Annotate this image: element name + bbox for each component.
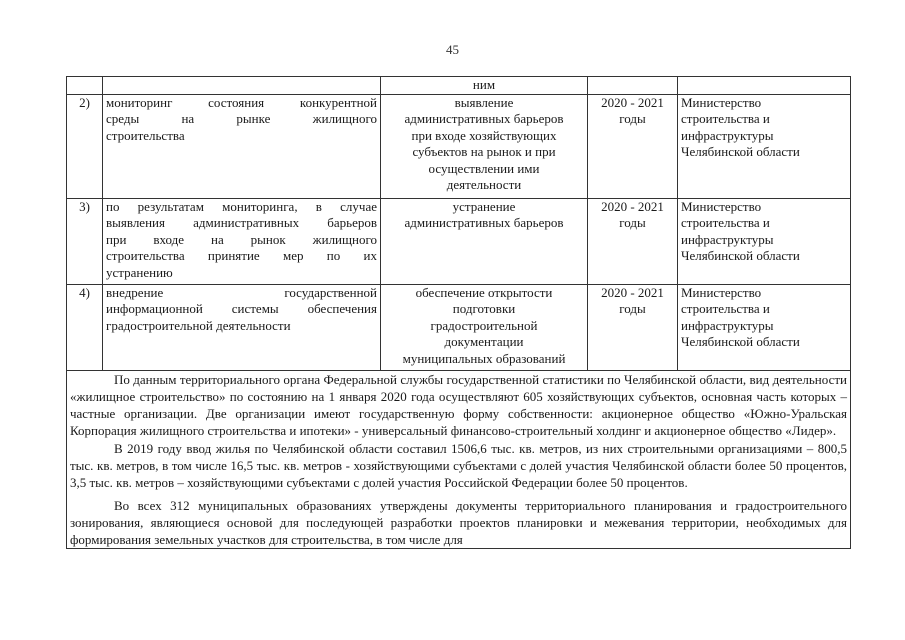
- table-cell: [67, 77, 103, 95]
- responsible-line: Министерство: [681, 198, 762, 214]
- result-line: документации: [444, 334, 524, 349]
- event-line: при входе на рынок жилищного: [106, 231, 377, 247]
- result-line: субъектов на рынок и при: [412, 144, 556, 159]
- table-cell-result-fragment: ним: [381, 77, 588, 95]
- paragraph: В 2019 году ввод жилья по Челябинской области составил 1506,6 тыс. кв. метров, из них строительными организациями – 800,5 тыс. кв. метров, в том числе 16,5 тыс. кв. метров - хозяйствующими субъектами с долей участия Челябинской области более 50 процентов, 3,5 тыс. кв. метров – хозяйствующими субъектами с долей участия Российской Федерации более 50 процентов.: [70, 440, 847, 490]
- responsible-line: строительства и: [681, 215, 770, 230]
- event-line: устранению: [106, 264, 173, 280]
- result-line: административных барьеров: [404, 111, 564, 126]
- table-row-text: [67, 370, 851, 548]
- result-line: устранение: [452, 198, 516, 214]
- responsible-cell: [678, 94, 851, 198]
- term-line: годы: [619, 111, 646, 126]
- event-line: выявления административных барьеров: [106, 215, 377, 230]
- measures-table: [66, 76, 851, 549]
- responsible-line: Челябинской области: [681, 144, 800, 159]
- result-line: выявление: [454, 94, 514, 110]
- event-cell: [103, 198, 381, 284]
- responsible-line: Министерство: [681, 284, 762, 300]
- event-cell: [103, 284, 381, 370]
- term-line: годы: [619, 215, 646, 230]
- term-line: 2020 - 2021: [601, 284, 664, 300]
- event-cell: [103, 94, 381, 198]
- event-line: внедрение государственной: [106, 284, 377, 300]
- table-cell: [103, 77, 381, 95]
- table-row: [67, 284, 851, 370]
- result-line: деятельности: [446, 177, 522, 192]
- responsible-line: Челябинской области: [681, 334, 800, 349]
- page-number: 45: [446, 42, 459, 57]
- responsible-line: инфраструктуры: [681, 231, 774, 247]
- event-line: строительства принятие мер по их: [106, 248, 377, 263]
- term-cell: [588, 198, 678, 284]
- responsible-cell: [678, 198, 851, 284]
- event-line: среды на рынке жилищного: [106, 111, 377, 126]
- table-row: [67, 198, 851, 284]
- event-line: строительства: [106, 127, 185, 143]
- result-line: обеспечение открытости: [415, 284, 553, 300]
- responsible-line: Челябинской области: [681, 248, 800, 263]
- result-line: при входе хозяйствующих: [411, 127, 557, 143]
- paragraph: Во всех 312 муниципальных образованиях утверждены документы территориального планирования и градостроительного зонирования, являющиеся основой для последующей разработки проектов планировки и межевания территории, необходимых для формирования земельных участков для строительства, в том числе для: [70, 497, 847, 547]
- term-cell: [588, 284, 678, 370]
- paragraph: По данным территориального органа Федеральной службы государственной статистики по Челябинской области, вид деятельности «жилищное строительство» по состоянию на 1 января 2020 года осуществляют 605 хозяйствующих субъектов, основная часть которых – частные организации. Две организации имеют государственную форму собственности: акционерное общество «Южно-Уральская Корпорация жилищного строительства и ипотеки» - универсальный финансово-строительный холдинг и акционерное общество «Лидер».: [70, 371, 847, 438]
- row-number: 4): [67, 284, 103, 370]
- term-cell: [588, 94, 678, 198]
- result-cell: [381, 284, 588, 370]
- event-line: мониторинг состояния конкурентной: [106, 94, 377, 110]
- term-line: 2020 - 2021: [601, 94, 664, 110]
- event-line: по результатам мониторинга, в случае: [106, 198, 377, 214]
- responsible-line: строительства и: [681, 301, 770, 316]
- row-number: 3): [67, 198, 103, 284]
- result-line: подготовки: [452, 301, 516, 316]
- table-cell: [588, 77, 678, 95]
- result-line: градостроительной: [430, 317, 538, 333]
- responsible-line: Министерство: [681, 94, 762, 110]
- event-line: информационной системы обеспечения: [106, 301, 377, 316]
- row-number: 2): [67, 94, 103, 198]
- result-cell: [381, 94, 588, 198]
- text-cell: [67, 370, 851, 548]
- result-cell: [381, 198, 588, 284]
- responsible-line: инфраструктуры: [681, 127, 774, 143]
- table-cell: [678, 77, 851, 95]
- result-line: административных барьеров: [404, 215, 564, 230]
- result-line: муниципальных образований: [402, 350, 566, 366]
- table-row-continuation: [67, 77, 851, 95]
- term-line: годы: [619, 301, 646, 316]
- responsible-cell: [678, 284, 851, 370]
- table-row: [67, 94, 851, 198]
- responsible-line: строительства и: [681, 111, 770, 126]
- event-line: градостроительной деятельности: [106, 317, 291, 333]
- term-line: 2020 - 2021: [601, 198, 664, 214]
- result-line: осуществлении ими: [428, 160, 540, 176]
- responsible-line: инфраструктуры: [681, 317, 774, 333]
